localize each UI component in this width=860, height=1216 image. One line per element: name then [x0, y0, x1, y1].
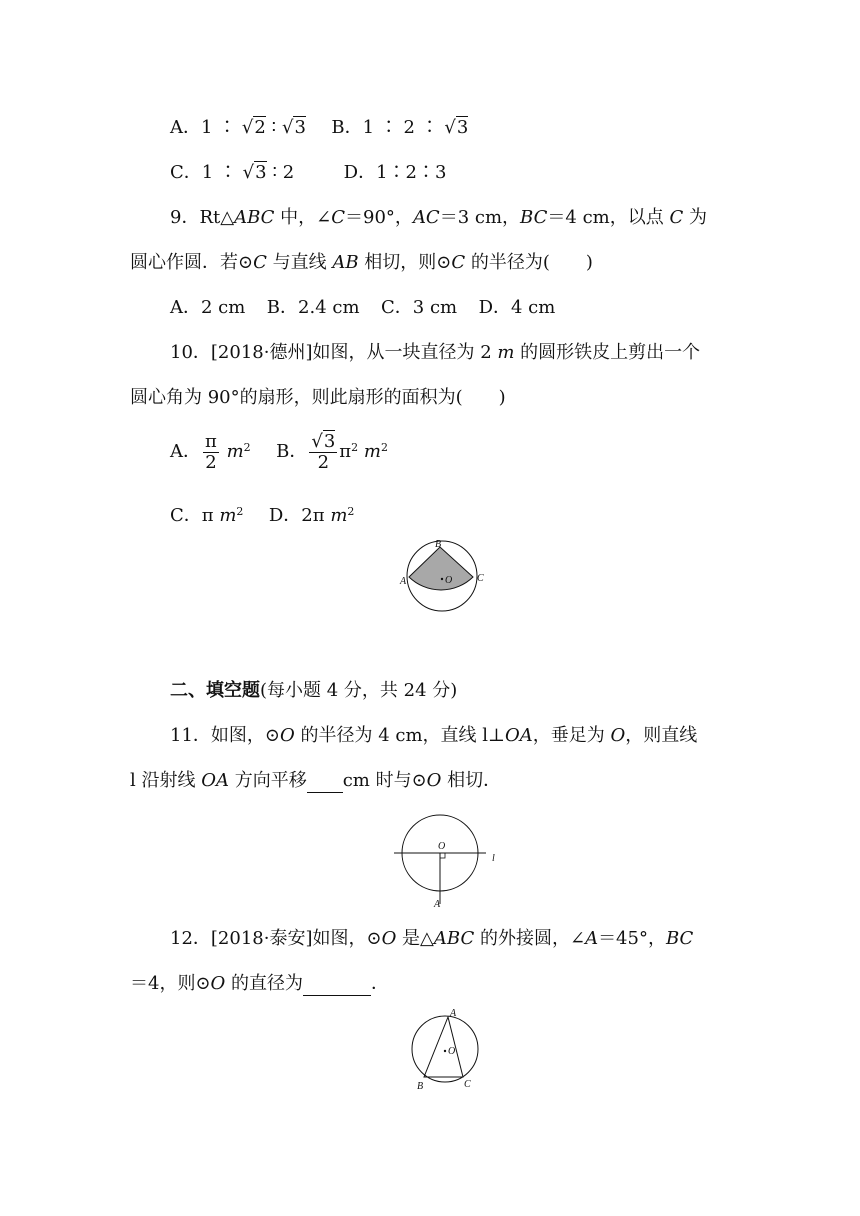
q12-label-c: C	[464, 1079, 471, 1090]
q12-label-b: B	[417, 1081, 424, 1092]
q11-label-o: O	[438, 841, 446, 852]
q10-label-b: B	[435, 539, 442, 550]
q12-circle	[412, 1016, 478, 1082]
q8-option-a: 1 ∶ √2 ∶ √3	[201, 117, 306, 138]
q12-center-dot	[444, 1050, 446, 1052]
q12-triangle-abc	[424, 1017, 463, 1077]
q10-sector	[409, 547, 473, 590]
q10-option-a: A． $\frac{\pi}{2}$ $m^2$	[170, 430, 251, 473]
q10-options-row2	[170, 500, 354, 528]
q8-option-d: 1∶2∶3	[376, 162, 447, 183]
q11-label-a: A	[434, 899, 441, 910]
q9-option-a: A．2 cm	[170, 297, 246, 318]
section-fill-in-header	[170, 679, 457, 703]
q8-options-row2	[170, 161, 446, 185]
q9-option-b: B．2.4 cm	[266, 297, 360, 318]
q12-answer-blank[interactable]	[303, 977, 371, 996]
q10-text-line1: 10．[2018·德州]如图，从一块直径为 2 m 的圆形铁皮上剪出一个	[170, 342, 701, 363]
q8-option-c: 1 ∶ √3 ∶ 2	[201, 162, 295, 183]
section-fill-in-note: (每小题 4 分，共 24 分)	[260, 680, 458, 701]
q9-option-c: C．3 cm	[381, 297, 458, 318]
q12-figure-circumcircle	[405, 1003, 485, 1095]
q12-label-o: O	[448, 1046, 456, 1057]
q8-option-d-label: D．	[343, 162, 377, 183]
q10-text-line2: 圆心角为 90°的扇形，则此扇形的面积为( )	[130, 387, 506, 408]
q10-center-dot	[441, 578, 443, 580]
q8-option-a-label: A．	[170, 117, 201, 138]
q10-label-o: O	[445, 575, 453, 586]
q11-figure-circle-with-line	[390, 810, 510, 910]
q10-option-b: B． $\frac{√3}{2}$ $\pi^2$ $m^2$	[276, 430, 388, 473]
q8-option-c-label: C．	[170, 162, 202, 183]
q10-label-c: C	[477, 573, 484, 584]
q11-label-l: l	[492, 853, 495, 864]
q10-label-a: A	[400, 576, 407, 587]
q10-option-c: C．π $m^2$	[170, 505, 244, 526]
q8-options-row1	[170, 116, 468, 140]
q10-figure-sector-in-circle	[395, 538, 495, 616]
section-fill-in-title: 二、填空题	[170, 680, 260, 701]
q8-option-b: 1 ∶ 2 ∶ √3	[362, 117, 469, 138]
q11-text-line2: l 沿射线 OA 方向平移 cm 时与⊙O 相切．	[130, 770, 502, 791]
q11-answer-blank[interactable]	[307, 774, 343, 793]
q10-option-d: D．2π $m^2$	[268, 505, 355, 526]
q12-text-line1: 12．[2018·泰安]如图，⊙O 是△ABC 的外接圆，∠A＝45°，BC	[170, 928, 694, 949]
q8-option-b-label: B．	[331, 117, 363, 138]
q9-options	[170, 296, 555, 320]
q12-text-line2: ＝4，则⊙O 的直径为 ．	[130, 973, 390, 994]
q12-label-a: A	[450, 1008, 457, 1019]
q10-options-row1	[170, 428, 388, 473]
q9-option-d: D．4 cm	[478, 297, 556, 318]
q9-text-line2: 圆心作圆．若⊙C 与直线 AB 相切，则⊙C 的半径为( )	[130, 252, 593, 273]
q11-right-angle-mark	[440, 853, 445, 858]
q9-text-line1: 9．Rt△ABC 中，∠C＝90°，AC＝3 cm，BC＝4 cm，以点 C 为	[170, 207, 707, 228]
q11-text-line1: 11．如图，⊙O 的半径为 4 cm，直线 l⊥OA，垂足为 O，则直线	[170, 725, 698, 746]
